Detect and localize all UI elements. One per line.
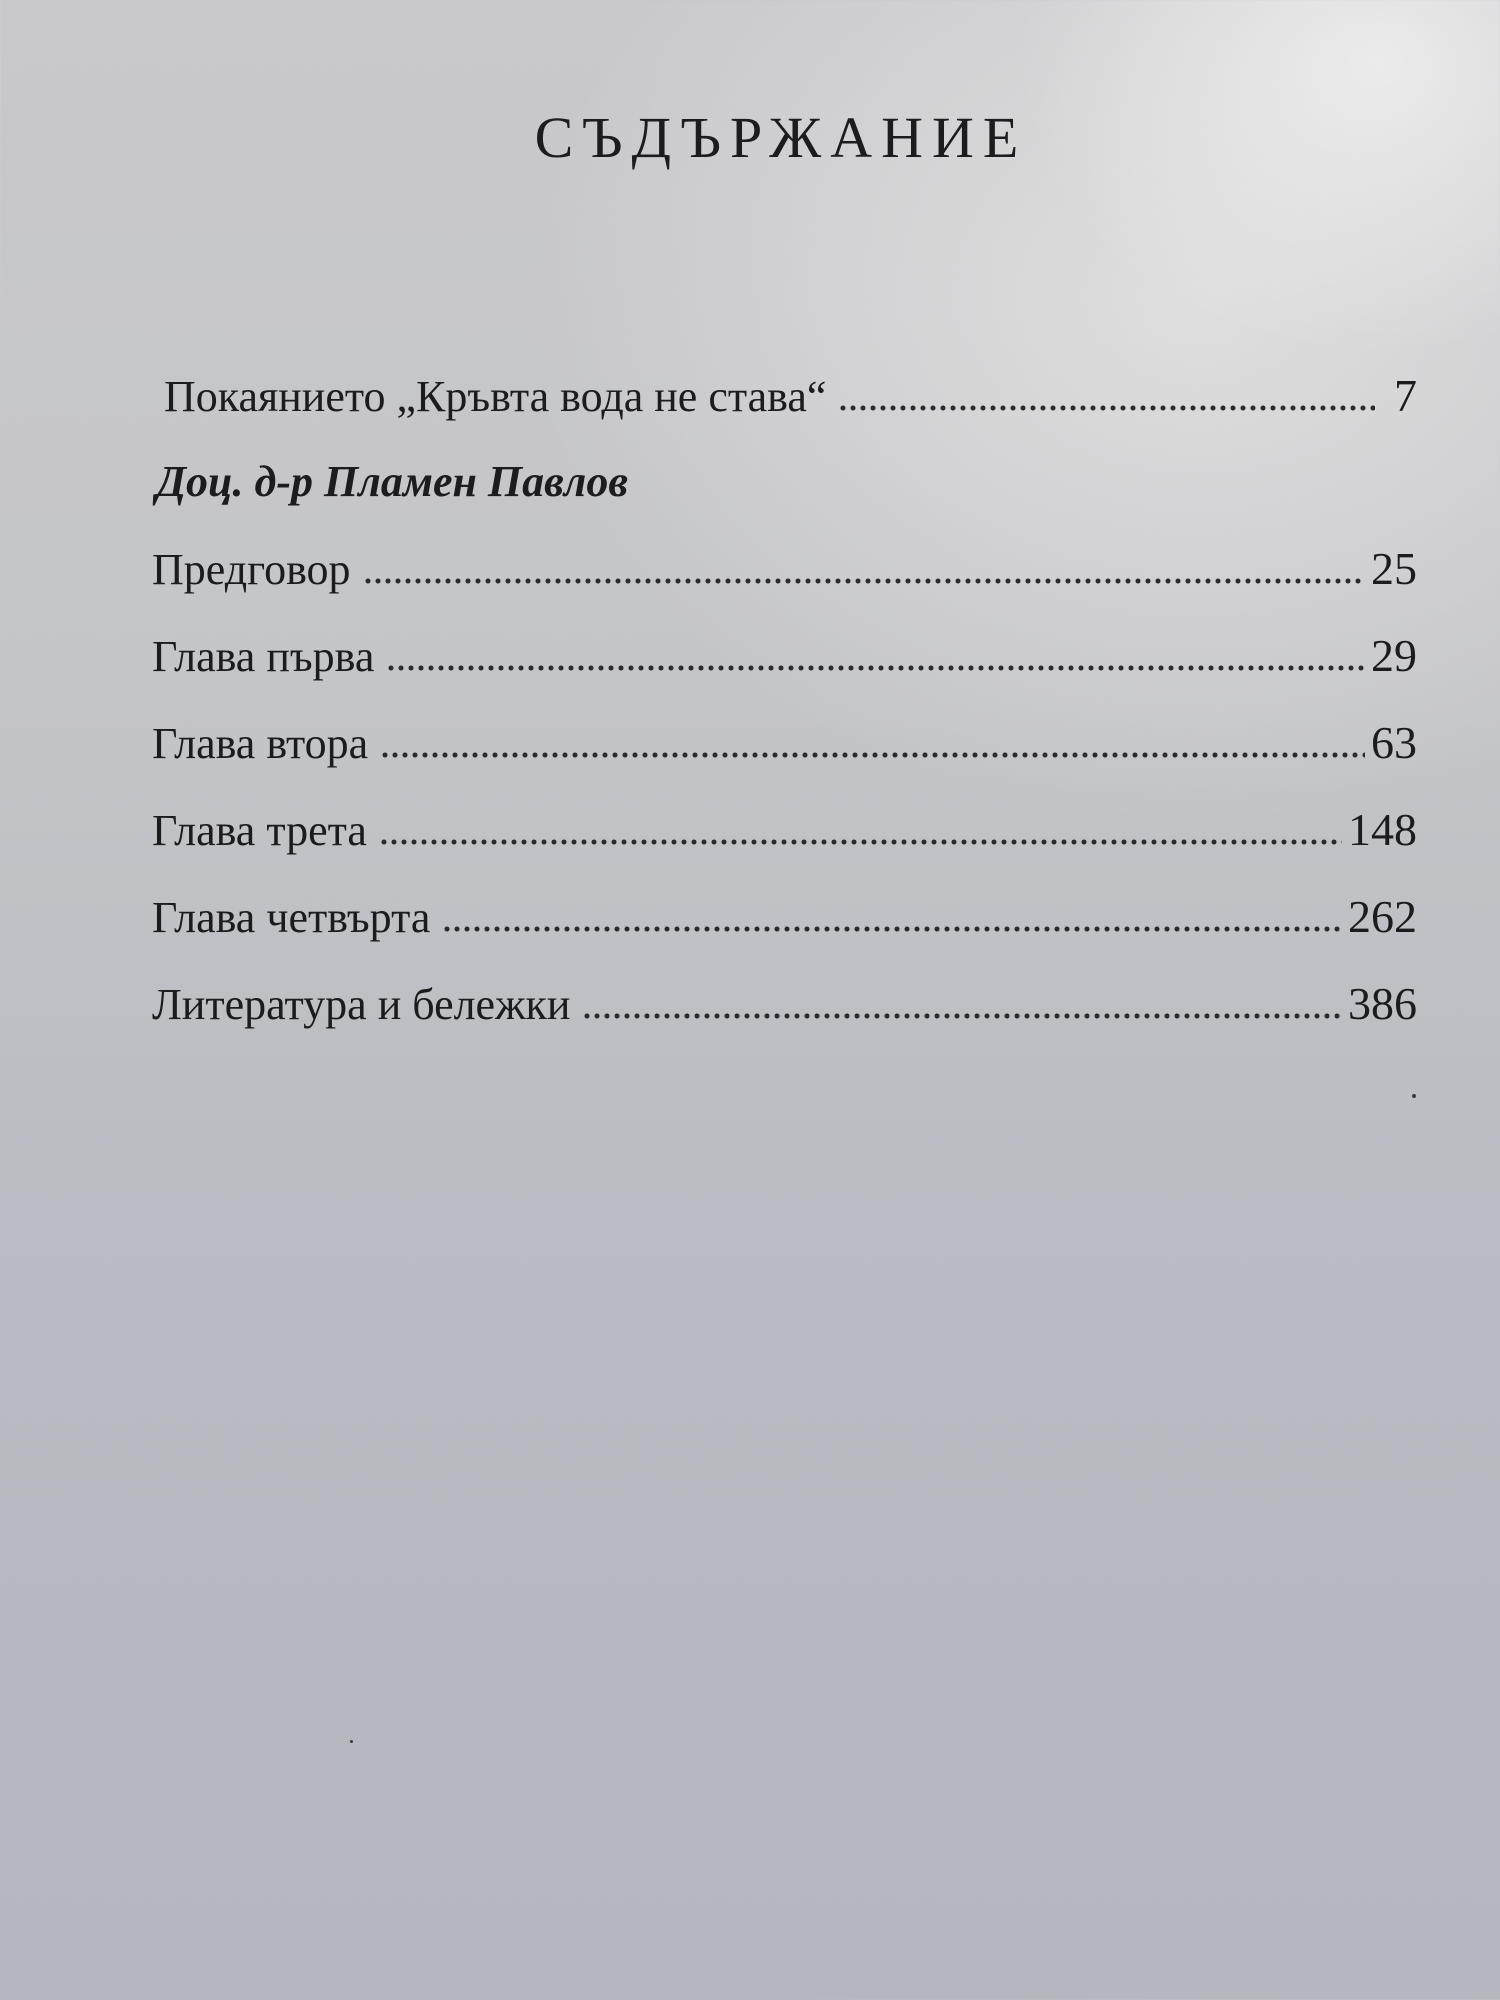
paper-speck [350,1740,353,1743]
dot-leader [363,578,1365,584]
paper-speck [1412,1094,1416,1098]
toc-entry-page-number: 386 [1348,978,1417,1029]
toc-entry-label: Глава трета [152,806,367,855]
toc-entry-label: Литература и бележки [152,980,571,1029]
toc-entry-chapter-three [152,786,1417,873]
author-heading: Доц. д-р Пламен Павлов [156,457,629,506]
toc-entry-label: Глава първа [152,632,375,681]
toc-entry-preface-essay [152,352,1417,439]
toc-entry-chapter-four [152,873,1417,960]
toc-entry-page-number: 25 [1371,543,1417,594]
toc-entry-page-number: 148 [1348,804,1417,855]
toc-entry-foreword [152,525,1417,612]
dot-leader [379,839,1342,845]
toc-entry-page-number: 29 [1371,630,1417,681]
dot-leader [442,926,1342,932]
toc-entry-chapter-one [152,612,1417,699]
dot-leader [380,752,1365,758]
toc-entry-label: Глава четвърта [152,893,431,942]
dot-leader [386,665,1365,671]
page-title: СЪДЪРЖАНИЕ [534,105,1028,170]
toc-entry-chapter-two [152,699,1417,786]
toc-entry-page-number: 262 [1348,891,1417,942]
toc-entry-bibliography [152,960,1417,1047]
toc-entry-page-number: 63 [1371,717,1417,768]
dot-leader [838,405,1375,411]
toc-entry-label: Глава втора [152,719,369,768]
dot-leader [582,1013,1342,1019]
table-of-contents [152,352,1417,1047]
toc-entry-label: Предговор [152,545,351,594]
toc-entry-page-number: 7 [1394,370,1417,421]
toc-entry-label: Покаянието „Кръвта вода не става“ [164,372,827,421]
